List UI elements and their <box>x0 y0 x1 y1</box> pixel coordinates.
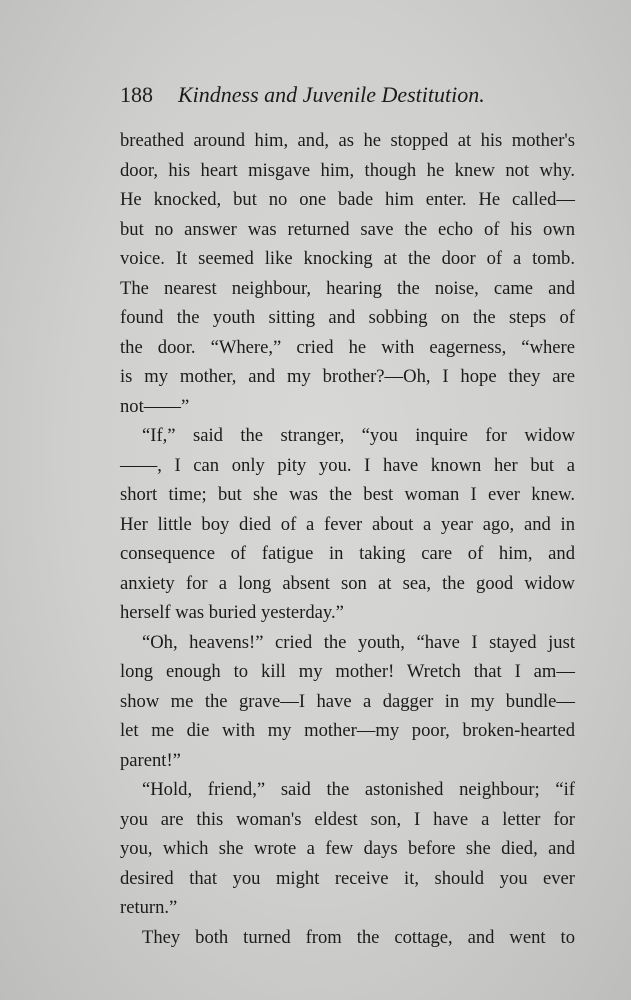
text-line: The nearest neighbour, hearing the noise, came and <box>120 277 575 299</box>
text-line: They both turned from the cottage, and went to <box>142 926 575 948</box>
text-line: parent!” <box>120 749 181 771</box>
text-line: He knocked, but no one bade him enter. He called— <box>120 189 575 210</box>
text-line: not——” <box>120 395 190 417</box>
text-line: short time; but she was the best woman I ever knew. <box>120 484 575 505</box>
text-line: long enough to kill my mother! Wretch that I am— <box>120 661 575 682</box>
text-line: voice. It seemed like knocking at the door of a tomb. <box>120 248 575 269</box>
text-line: herself was buried yesterday.” <box>120 602 344 623</box>
text-line: consequence of fatigue in taking care of him, and <box>120 543 575 564</box>
text-line: show me the grave—I have a dagger in my bundle— <box>120 690 575 712</box>
running-head <box>120 82 530 112</box>
text-line: is my mother, and my brother?—Oh, I hope they are <box>120 366 575 387</box>
page-number: 188 <box>120 82 153 107</box>
text-line: but no answer was returned save the echo of his own <box>120 218 575 240</box>
text-line: return.” <box>120 897 178 918</box>
running-title: Kindness and Juvenile Destitution. <box>178 82 485 107</box>
text-line: you, which she wrote a few days before she died, and <box>120 838 575 859</box>
text-line: “Oh, heavens!” cried the youth, “have I stayed just <box>142 631 575 653</box>
text-line: found the youth sitting and sobbing on the steps of <box>120 307 575 328</box>
text-line: anxiety for a long absent son at sea, the good widow <box>120 572 575 594</box>
text-line: ——, I can only pity you. I have known her but a <box>120 454 575 476</box>
text-line: breathed around him, and, as he stopped at his mother's <box>120 130 575 151</box>
body-text <box>120 126 575 952</box>
text-line: desired that you might receive it, should you ever <box>120 867 575 889</box>
text-line: door, his heart misgave him, though he knew not why. <box>120 159 575 181</box>
text-line: you are this woman's eldest son, I have a letter for <box>120 808 575 830</box>
text-line: the door. “Where,” cried he with eagerness, “where <box>120 336 575 358</box>
text-line: Her little boy died of a fever about a year ago, and in <box>120 513 575 535</box>
text-line: let me die with my mother—my poor, broken-hearted <box>120 720 575 741</box>
text-line: “If,” said the stranger, “you inquire for widow <box>142 425 575 446</box>
text-line: “Hold, friend,” said the astonished neighbour; “if <box>142 779 575 800</box>
